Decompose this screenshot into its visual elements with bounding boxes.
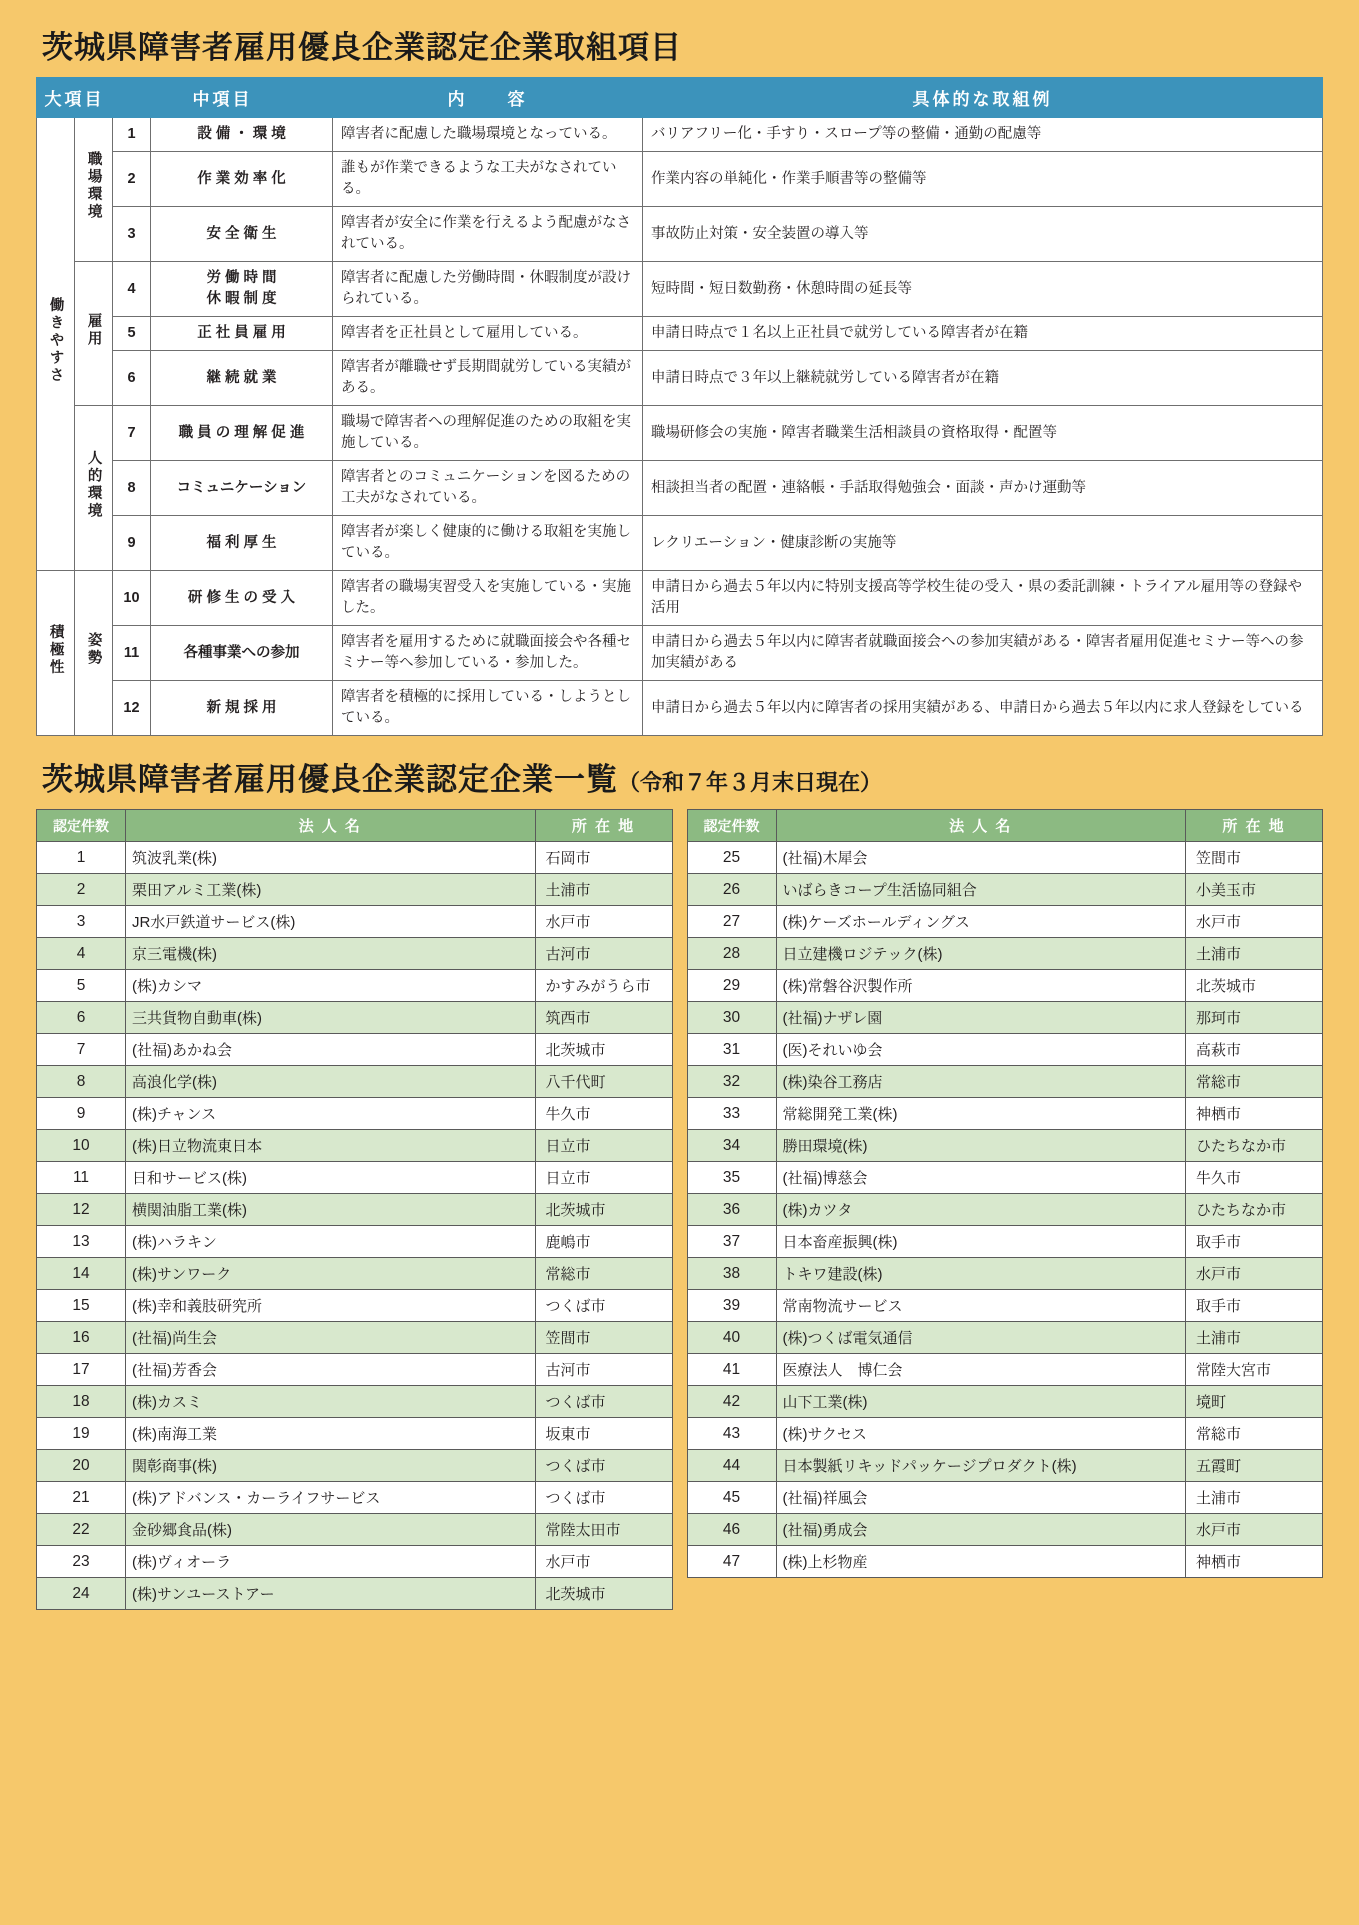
company-location: 土浦市 [1186,1482,1323,1514]
criteria-example: 申請日から過去５年以内に障害者就職面接会への参加実績がある・障害者雇用促進セミナー等への参加実績がある [643,626,1323,681]
criteria-item-name: 継 続 就 業 [151,351,333,406]
table2-title-sub: （令和７年３月末日現在） [618,770,883,796]
criteria-number: 11 [113,626,151,681]
company-name: 日立建機ロジテック(株) [776,938,1186,970]
company-location: 水戸市 [1186,906,1323,938]
table-row [37,1418,673,1450]
criteria-example: 申請日時点で３年以上継続就労している障害者が在籍 [643,351,1323,406]
criteria-number: 4 [113,262,151,317]
table-row [37,1578,673,1610]
criteria-example: 申請日から過去５年以内に障害者の採用実績がある、申請日から過去５年以内に求人登録をしている [643,681,1323,736]
table-row [37,1226,673,1258]
company-name: (株)常磐谷沢製作所 [776,970,1186,1002]
company-name: トキワ建設(株) [776,1258,1186,1290]
table-row [687,906,1323,938]
company-name: (社福)あかね会 [126,1034,536,1066]
table-row [37,1482,673,1514]
company-table-left-body [37,842,673,1610]
table2-title [36,736,1323,809]
company-number: 36 [687,1194,776,1226]
criteria-row [37,461,1323,516]
mid-category-cell [75,118,113,262]
company-name: (社福)勇成会 [776,1514,1186,1546]
company-number: 10 [37,1130,126,1162]
table-row [37,1098,673,1130]
company-location: 土浦市 [1186,1322,1323,1354]
company-name: (株)アドバンス・カーライフサービス [126,1482,536,1514]
criteria-number: 2 [113,152,151,207]
company-location: 土浦市 [1186,938,1323,970]
criteria-row [37,571,1323,626]
company-location: 北茨城市 [535,1194,672,1226]
mid-category-label: 人的環境 [85,449,102,520]
company-number: 41 [687,1354,776,1386]
company-name: (株)南海工業 [126,1418,536,1450]
company-name: 勝田環境(株) [776,1130,1186,1162]
company-number: 44 [687,1450,776,1482]
criteria-content: 障害者が安全に作業を行えるよう配慮がなされている。 [333,207,643,262]
company-location: 牛久市 [535,1098,672,1130]
table2-title-main: 茨城県障害者雇用優良企業認定企業一覧 [42,762,618,798]
criteria-item-name: 設 備 ・ 環 境 [151,118,333,152]
table-row [37,1546,673,1578]
table-row [37,874,673,906]
table-row [37,970,673,1002]
criteria-content: 障害者を雇用するために就職面接会や各種セミナー等へ参加している・参加した。 [333,626,643,681]
criteria-example: バリアフリー化・手すり・スロープ等の整備・通勤の配慮等 [643,118,1323,152]
criteria-item-name: コミュニケーション [151,461,333,516]
company-name: 日和サービス(株) [126,1162,536,1194]
company-number: 17 [37,1354,126,1386]
criteria-example: 事故防止対策・安全装置の導入等 [643,207,1323,262]
company-location: 水戸市 [535,1546,672,1578]
table-row [687,1258,1323,1290]
company-location: 水戸市 [1186,1514,1323,1546]
criteria-item-name: 各種事業への参加 [151,626,333,681]
company-number: 26 [687,874,776,906]
company-number: 7 [37,1034,126,1066]
criteria-table [36,77,1323,736]
criteria-example: 作業内容の単純化・作業手順書等の整備等 [643,152,1323,207]
table-row [37,1162,673,1194]
criteria-row [37,626,1323,681]
company-name: (株)カスミ [126,1386,536,1418]
company-number: 47 [687,1546,776,1578]
table1-title: 茨城県障害者雇用優良企業認定企業取組項目 [42,30,682,65]
big-category-label: 積極性 [47,623,64,677]
company-location: 日立市 [535,1130,672,1162]
company-location: 日立市 [535,1162,672,1194]
company-name: 日本畜産振興(株) [776,1226,1186,1258]
header-loc-right: 所 在 地 [1186,810,1323,842]
header-no-left: 認定件数 [37,810,126,842]
table-row [37,1450,673,1482]
company-number: 20 [37,1450,126,1482]
header-name-right: 法 人 名 [776,810,1186,842]
criteria-row [37,207,1323,262]
mid-category-label: 姿勢 [85,632,102,668]
company-number: 38 [687,1258,776,1290]
company-location: 鹿嶋市 [535,1226,672,1258]
company-name: (社福)尚生会 [126,1322,536,1354]
company-location: 常総市 [1186,1066,1323,1098]
table-row [37,906,673,938]
header-name-left: 法 人 名 [126,810,536,842]
table-row [687,874,1323,906]
company-name: (株)カツタ [776,1194,1186,1226]
company-number: 25 [687,842,776,874]
table-row [687,1066,1323,1098]
company-location: かすみがうら市 [535,970,672,1002]
company-name: (株)チャンス [126,1098,536,1130]
company-name: (株)日立物流東日本 [126,1130,536,1162]
criteria-table-body [37,118,1323,736]
table-row [37,842,673,874]
company-number: 6 [37,1002,126,1034]
company-number: 23 [37,1546,126,1578]
criteria-number: 12 [113,681,151,736]
table-row [687,970,1323,1002]
criteria-number: 3 [113,207,151,262]
criteria-item-name: 作 業 効 率 化 [151,152,333,207]
criteria-item-name: 労 働 時 間 休 暇 制 度 [151,262,333,317]
criteria-row [37,262,1323,317]
criteria-content: 障害者に配慮した労働時間・休暇制度が設けられている。 [333,262,643,317]
company-number: 9 [37,1098,126,1130]
company-name: 常南物流サービス [776,1290,1186,1322]
table-row [687,1194,1323,1226]
company-number: 18 [37,1386,126,1418]
company-name: (株)幸和義肢研究所 [126,1290,536,1322]
company-table-right [687,809,1324,1578]
table-row [687,842,1323,874]
company-number: 4 [37,938,126,970]
table-row [687,1130,1323,1162]
company-location: 取手市 [1186,1226,1323,1258]
company-name: 金砂郷食品(株) [126,1514,536,1546]
header-mid-item: 中項目 [113,78,333,118]
company-location: 北茨城市 [535,1578,672,1610]
company-number: 24 [37,1578,126,1610]
company-number: 28 [687,938,776,970]
company-location: 常陸大宮市 [1186,1354,1323,1386]
company-location: 小美玉市 [1186,874,1323,906]
criteria-item-name: 正 社 員 雇 用 [151,317,333,351]
mid-category-cell [75,406,113,571]
company-number: 22 [37,1514,126,1546]
company-location: 境町 [1186,1386,1323,1418]
big-category-label: 働きやすさ [47,296,64,385]
company-number: 12 [37,1194,126,1226]
company-name: (社福)祥風会 [776,1482,1186,1514]
criteria-content: 障害者を正社員として雇用している。 [333,317,643,351]
company-number: 42 [687,1386,776,1418]
criteria-table-head [37,78,1323,118]
company-location: 神栖市 [1186,1098,1323,1130]
header-examples: 具体的な取組例 [643,78,1323,118]
company-location: 神栖市 [1186,1546,1323,1578]
company-location: 高萩市 [1186,1034,1323,1066]
mid-category-label: 雇用 [85,312,102,348]
company-location: 古河市 [535,1354,672,1386]
criteria-item-name: 安 全 衛 生 [151,207,333,262]
company-number: 39 [687,1290,776,1322]
company-name: JR水戸鉄道サービス(株) [126,906,536,938]
company-location: つくば市 [535,1450,672,1482]
company-location: 那珂市 [1186,1002,1323,1034]
company-location: 坂東市 [535,1418,672,1450]
company-number: 37 [687,1226,776,1258]
table-row [37,1290,673,1322]
company-number: 1 [37,842,126,874]
company-table-right-body [687,842,1323,1578]
table-row [37,1354,673,1386]
company-location: 牛久市 [1186,1162,1323,1194]
company-location: 筑西市 [535,1002,672,1034]
criteria-row [37,118,1323,152]
company-location: 八千代町 [535,1066,672,1098]
table-row [37,1002,673,1034]
table-row [687,1034,1323,1066]
company-number: 3 [37,906,126,938]
company-location: 常陸太田市 [535,1514,672,1546]
company-name: (株)サンワーク [126,1258,536,1290]
criteria-number: 10 [113,571,151,626]
company-number: 45 [687,1482,776,1514]
table-row [687,1514,1323,1546]
company-name: (社福)博慈会 [776,1162,1186,1194]
company-name: 京三電機(株) [126,938,536,970]
mid-category-label: 職場環境 [85,151,102,222]
criteria-number: 9 [113,516,151,571]
company-name: 日本製紙リキッドパッケージプロダクト(株) [776,1450,1186,1482]
table-row [687,1226,1323,1258]
company-name: (社福)ナザレ園 [776,1002,1186,1034]
header-loc-left: 所 在 地 [535,810,672,842]
criteria-number: 5 [113,317,151,351]
big-category-cell [37,118,75,571]
company-name: (医)それいゆ会 [776,1034,1186,1066]
company-location: 笠間市 [535,1322,672,1354]
company-number: 34 [687,1130,776,1162]
company-name: (社福)木犀会 [776,842,1186,874]
criteria-row [37,351,1323,406]
company-location: ひたちなか市 [1186,1130,1323,1162]
company-location: 北茨城市 [1186,970,1323,1002]
table-row [687,1418,1323,1450]
table-row [37,1322,673,1354]
company-name: (株)ハラキン [126,1226,536,1258]
criteria-item-name: 研 修 生 の 受 入 [151,571,333,626]
table-row [37,1034,673,1066]
company-number: 8 [37,1066,126,1098]
company-name: (株)上杉物産 [776,1546,1186,1578]
company-location: つくば市 [535,1482,672,1514]
table-row [687,1322,1323,1354]
table-row [687,1290,1323,1322]
company-location: つくば市 [535,1290,672,1322]
company-number: 46 [687,1514,776,1546]
company-location: 北茨城市 [535,1034,672,1066]
company-list-right-col [687,809,1324,1610]
table-row [687,1162,1323,1194]
company-name: (株)サクセス [776,1418,1186,1450]
table-row [687,938,1323,970]
criteria-example: レクリエーション・健康診断の実施等 [643,516,1323,571]
criteria-example: 申請日から過去５年以内に特別支援高等学校生徒の受入・県の委託訓練・トライアル雇用等の登録や活用 [643,571,1323,626]
company-number: 30 [687,1002,776,1034]
company-name: いばらきコープ生活協同組合 [776,874,1186,906]
criteria-item-name: 福 利 厚 生 [151,516,333,571]
criteria-number: 6 [113,351,151,406]
company-name: 常総開発工業(株) [776,1098,1186,1130]
company-number: 32 [687,1066,776,1098]
company-location: 水戸市 [1186,1258,1323,1290]
company-location: 取手市 [1186,1290,1323,1322]
company-number: 43 [687,1418,776,1450]
criteria-row [37,516,1323,571]
mid-category-cell [75,571,113,736]
company-number: 35 [687,1162,776,1194]
criteria-example: 短時間・短日数勤務・休憩時間の延長等 [643,262,1323,317]
criteria-content: 障害者とのコミュニケーションを図るための工夫がなされている。 [333,461,643,516]
company-name: (株)カシマ [126,970,536,1002]
table-row [37,938,673,970]
company-number: 2 [37,874,126,906]
criteria-number: 8 [113,461,151,516]
criteria-row [37,317,1323,351]
company-number: 19 [37,1418,126,1450]
mid-category-cell [75,262,113,406]
company-list-left-col [36,809,673,1610]
table-row [687,1546,1323,1578]
company-number: 21 [37,1482,126,1514]
criteria-item-name: 新 規 採 用 [151,681,333,736]
criteria-row [37,406,1323,461]
company-location: 石岡市 [535,842,672,874]
criteria-content: 障害者を積極的に採用している・しようとしている。 [333,681,643,736]
company-table-left [36,809,673,1610]
criteria-row [37,152,1323,207]
criteria-number: 7 [113,406,151,461]
company-name: (株)染谷工務店 [776,1066,1186,1098]
company-location: つくば市 [535,1386,672,1418]
criteria-example: 相談担当者の配置・連絡帳・手話取得勉強会・面談・声かけ運動等 [643,461,1323,516]
company-lists [36,809,1323,1610]
company-name: 関彰商事(株) [126,1450,536,1482]
company-location: 五霞町 [1186,1450,1323,1482]
company-number: 5 [37,970,126,1002]
criteria-number: 1 [113,118,151,152]
big-category-cell [37,571,75,736]
criteria-content: 職場で障害者への理解促進のための取組を実施している。 [333,406,643,461]
table-row [687,1098,1323,1130]
company-name: 医療法人 博仁会 [776,1354,1186,1386]
header-content: 内 容 [333,78,643,118]
company-location: 常総市 [1186,1418,1323,1450]
header-big-item: 大項目 [37,78,113,118]
company-number: 31 [687,1034,776,1066]
company-name: 高浪化学(株) [126,1066,536,1098]
company-name: 三共貨物自動車(株) [126,1002,536,1034]
company-location: 水戸市 [535,906,672,938]
company-name: (株)つくば電気通信 [776,1322,1186,1354]
criteria-content: 障害者に配慮した職場環境となっている。 [333,118,643,152]
company-number: 29 [687,970,776,1002]
company-name: (社福)芳香会 [126,1354,536,1386]
header-no-right: 認定件数 [687,810,776,842]
company-name: (株)サンユーストアー [126,1578,536,1610]
criteria-item-name: 職 員 の 理 解 促 進 [151,406,333,461]
company-number: 16 [37,1322,126,1354]
company-location: 常総市 [535,1258,672,1290]
company-number: 13 [37,1226,126,1258]
criteria-row [37,681,1323,736]
table-row [37,1386,673,1418]
criteria-content: 障害者の職場実習受入を実施している・実施した。 [333,571,643,626]
company-name: (株)ケーズホールディングス [776,906,1186,938]
table-row [687,1354,1323,1386]
table-row [687,1450,1323,1482]
table-row [37,1514,673,1546]
company-location: 笠間市 [1186,842,1323,874]
criteria-example: 職場研修会の実施・障害者職業生活相談員の資格取得・配置等 [643,406,1323,461]
table-row [37,1258,673,1290]
company-name: 栗田アルミ工業(株) [126,874,536,906]
criteria-content: 障害者が離職せず長期間就労している実績がある。 [333,351,643,406]
table-row [687,1386,1323,1418]
company-name: (株)ヴィオーラ [126,1546,536,1578]
company-number: 33 [687,1098,776,1130]
company-location: 土浦市 [535,874,672,906]
table-row [687,1002,1323,1034]
table-row [37,1130,673,1162]
company-number: 15 [37,1290,126,1322]
company-number: 14 [37,1258,126,1290]
table-row [37,1066,673,1098]
company-location: ひたちなか市 [1186,1194,1323,1226]
company-location: 古河市 [535,938,672,970]
company-number: 11 [37,1162,126,1194]
table-row [37,1194,673,1226]
criteria-content: 誰もが作業できるような工夫がなされている。 [333,152,643,207]
company-number: 40 [687,1322,776,1354]
company-number: 27 [687,906,776,938]
criteria-example: 申請日時点で１名以上正社員で就労している障害者が在籍 [643,317,1323,351]
company-name: 山下工業(株) [776,1386,1186,1418]
table-row [687,1482,1323,1514]
company-name: 筑波乳業(株) [126,842,536,874]
criteria-content: 障害者が楽しく健康的に働ける取組を実施している。 [333,516,643,571]
company-name: 横関油脂工業(株) [126,1194,536,1226]
